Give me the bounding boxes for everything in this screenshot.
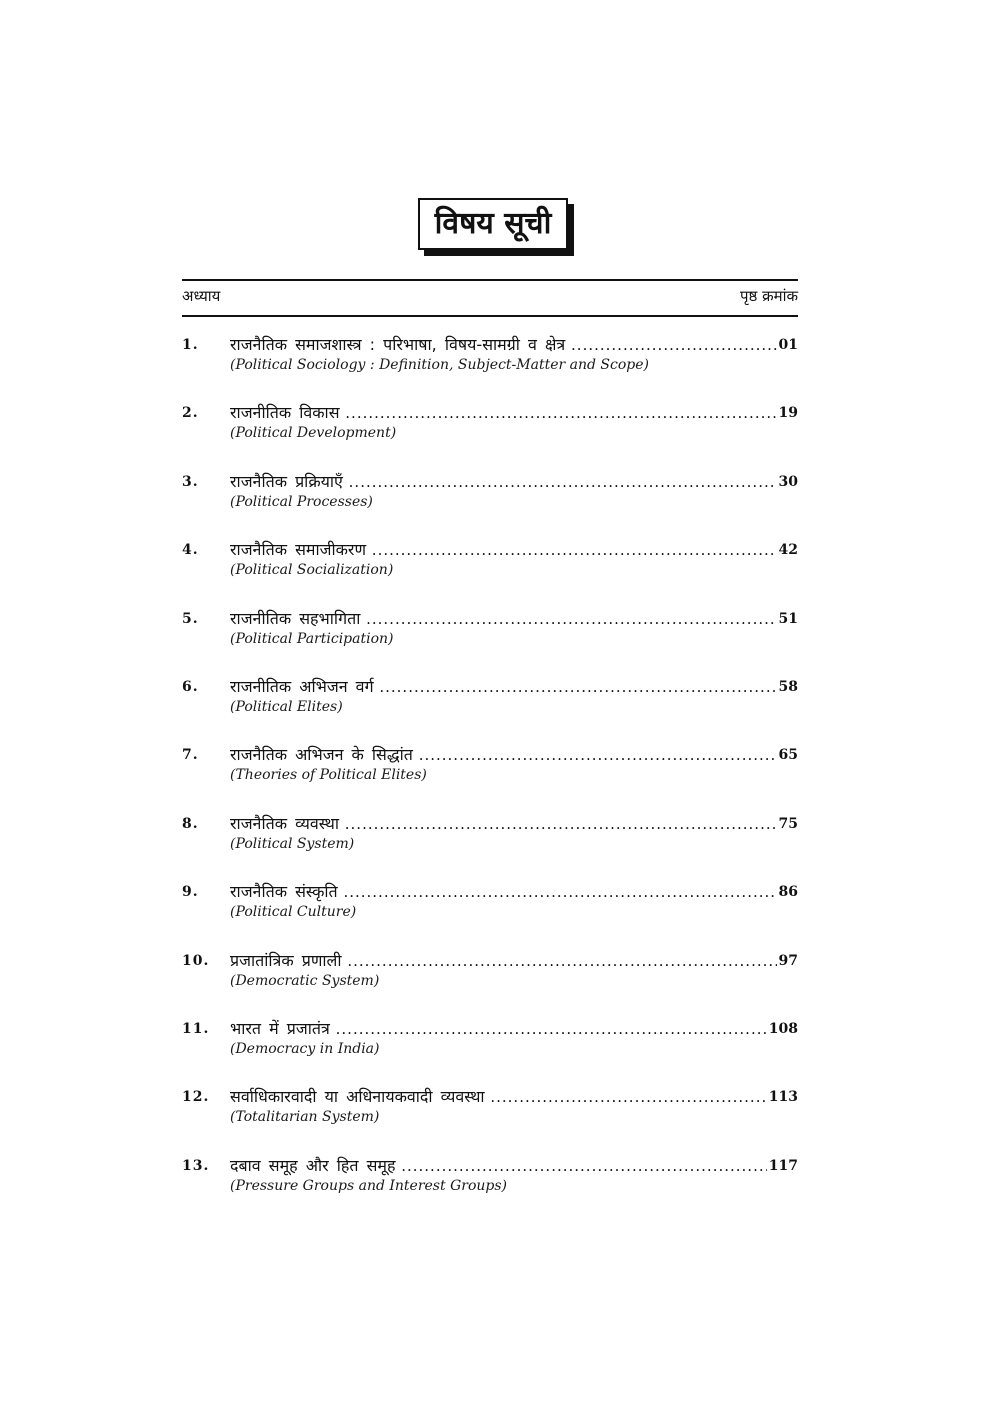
- entry-english-title: (Political Culture): [230, 904, 357, 921]
- toc-entry[interactable]: [182, 880, 798, 948]
- entry-title[interactable]: राजनैतिक समाजशास्त्र : परिभाषा, विषय-सामग्री व क्षेत्र: [230, 335, 566, 354]
- entry-title[interactable]: राजनीतिक विकास: [230, 403, 340, 423]
- header-rule-top: [182, 279, 798, 281]
- entry-page-number: 117: [767, 1154, 798, 1178]
- entry-leader-line: [230, 538, 798, 562]
- entry-number: 12.: [182, 1089, 210, 1106]
- entry-page-number: 113: [767, 1085, 798, 1109]
- entry-leader-line: [230, 743, 798, 767]
- entry-english-title: (Democracy in India): [230, 1040, 380, 1057]
- entry-english-title: (Political System): [230, 835, 355, 852]
- entry-title[interactable]: भारत में प्रजातंत्र: [230, 1018, 330, 1038]
- page-title: विषय सूची: [418, 198, 568, 250]
- entry-page-number: 108: [767, 1017, 798, 1041]
- toc-entry[interactable]: [182, 401, 798, 469]
- entry-leader-line: [230, 607, 798, 631]
- entry-page-number: 86: [777, 880, 798, 904]
- entry-number: 13.: [182, 1157, 210, 1174]
- entry-english-title: (Political Development): [230, 425, 397, 442]
- entry-title[interactable]: दबाव समूह और हित समूह: [230, 1155, 396, 1175]
- entry-title[interactable]: राजनीतिक सहभागिता: [230, 608, 361, 628]
- entry-title[interactable]: राजनैतिक संस्कृति: [230, 882, 338, 902]
- entry-number: 6.: [182, 678, 199, 695]
- entry-number: 4.: [182, 542, 199, 559]
- entry-number: 10.: [182, 952, 210, 969]
- entry-number: 9.: [182, 884, 199, 901]
- entry-title[interactable]: प्रजातांत्रिक प्रणाली: [230, 950, 342, 970]
- toc-entry[interactable]: [182, 607, 798, 675]
- entry-english-title: (Political Elites): [230, 698, 343, 715]
- entry-page-number: 65: [777, 743, 798, 767]
- entry-title[interactable]: राजनीतिक अभिजन वर्ग: [230, 676, 374, 696]
- toc-entry[interactable]: [182, 470, 798, 538]
- entry-number: 2.: [182, 405, 199, 422]
- entry-number: 11.: [182, 1020, 210, 1037]
- entry-english-title: (Political Processes): [230, 493, 373, 510]
- entry-english-title: (Political Sociology : Definition, Subject-Matter and Scope): [230, 357, 649, 373]
- toc-entry[interactable]: [182, 1085, 798, 1153]
- entry-leader-line: [230, 1017, 798, 1041]
- entry-page-number: 01: [777, 333, 798, 357]
- entry-title[interactable]: राजनैतिक समाजीकरण: [230, 540, 367, 560]
- entry-english-title: (Theories of Political Elites): [230, 767, 427, 784]
- entry-page-number: 19: [777, 401, 798, 425]
- toc-entry[interactable]: [182, 333, 798, 401]
- entry-number: 3.: [182, 473, 199, 490]
- entry-title[interactable]: सर्वाधिकारवादी या अधिनायकवादी व्यवस्था: [230, 1087, 485, 1107]
- table-of-contents: [182, 333, 798, 1222]
- entry-leader-line: [230, 1154, 798, 1178]
- entry-leader-line: [230, 675, 798, 699]
- header-rule-bottom: [182, 315, 798, 317]
- entry-page-number: 75: [777, 812, 798, 836]
- entry-page-number: 51: [777, 607, 798, 631]
- toc-entry[interactable]: [182, 812, 798, 880]
- entry-leader-line: [230, 812, 798, 836]
- entry-english-title: (Political Socialization): [230, 562, 394, 579]
- toc-entry[interactable]: [182, 949, 798, 1017]
- page-column-header: पृष्ठ क्रमांक: [739, 287, 798, 305]
- entry-leader-line: [230, 1085, 798, 1109]
- entry-leader-line: [230, 949, 798, 973]
- entry-english-title: (Totalitarian System): [230, 1109, 380, 1126]
- toc-entry[interactable]: [182, 743, 798, 811]
- entry-title[interactable]: राजनैतिक व्यवस्था: [230, 813, 339, 833]
- entry-page-number: 42: [777, 538, 798, 562]
- entry-page-number: 58: [777, 675, 798, 699]
- toc-entry[interactable]: [182, 1154, 798, 1222]
- page-title-frame: [418, 198, 568, 250]
- toc-entry[interactable]: [182, 1017, 798, 1085]
- entry-title[interactable]: राजनैतिक प्रक्रियाएँ: [230, 471, 343, 491]
- entry-title[interactable]: राजनैतिक अभिजन के सिद्धांत: [230, 745, 413, 765]
- entry-leader-line: [230, 470, 798, 494]
- entry-page-number: 97: [777, 949, 798, 973]
- toc-entry[interactable]: [182, 675, 798, 743]
- entry-english-title: (Pressure Groups and Interest Groups): [230, 1177, 507, 1194]
- entry-leader-line: [230, 401, 798, 425]
- entry-leader-line: [230, 880, 798, 904]
- entry-number: 1.: [182, 337, 199, 353]
- entry-english-title: (Political Participation): [230, 630, 394, 647]
- chapter-column-header: अध्याय: [182, 287, 221, 305]
- entry-leader-line: [230, 333, 798, 357]
- entry-number: 5.: [182, 610, 199, 627]
- toc-entry[interactable]: [182, 538, 798, 606]
- entry-english-title: (Democratic System): [230, 972, 380, 989]
- entry-number: 8.: [182, 815, 199, 832]
- entry-number: 7.: [182, 747, 199, 764]
- entry-page-number: 30: [777, 470, 798, 494]
